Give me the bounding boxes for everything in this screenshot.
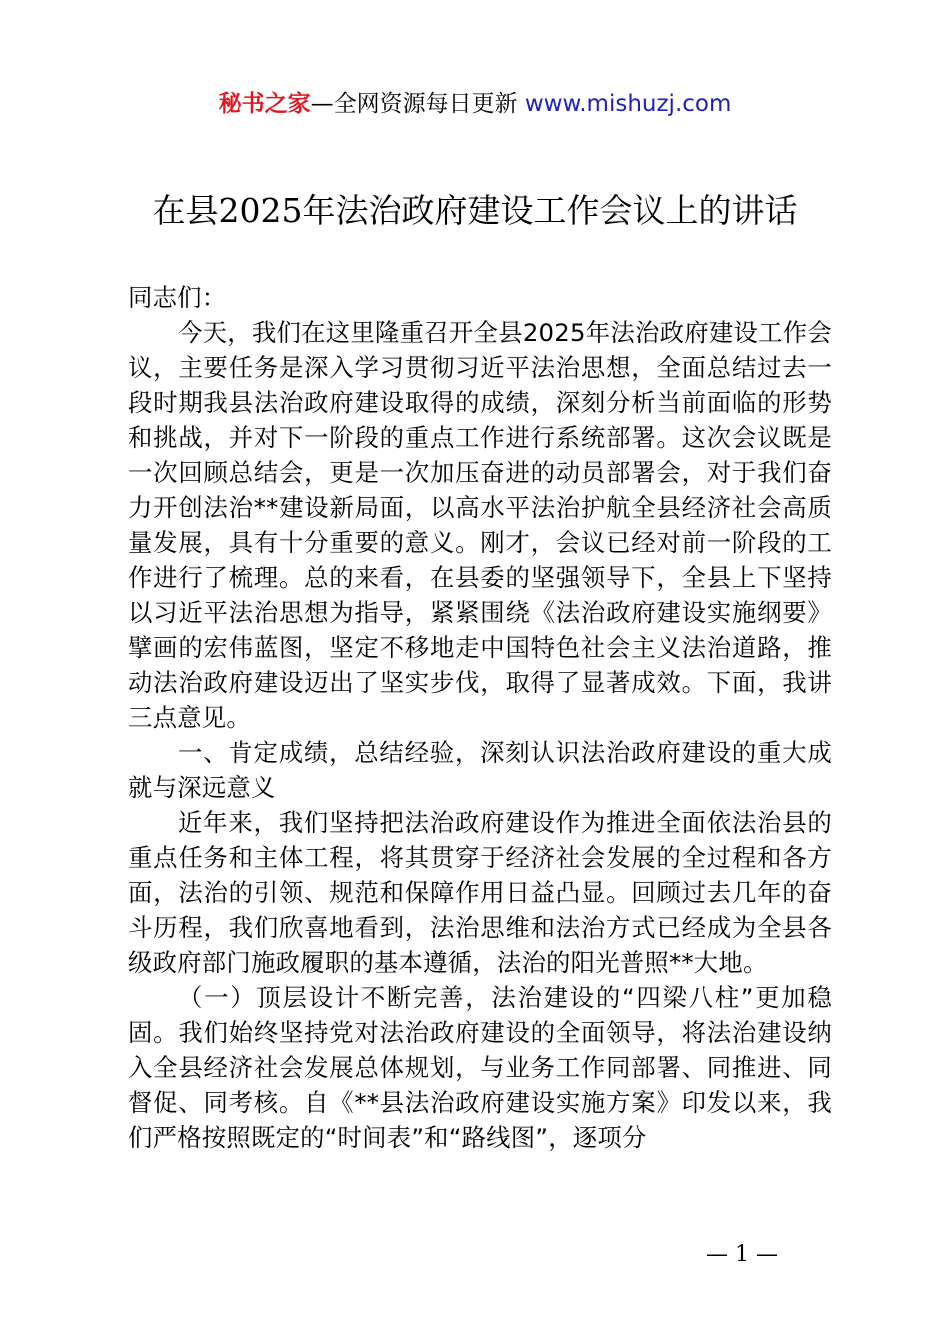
brand-name: 秘书之家 xyxy=(218,91,311,117)
section-heading-1: 一、肯定成绩，总结经验，深刻认识法治政府建设的重大成就与深远意义 xyxy=(128,738,832,802)
paragraph-achievements: 近年来，我们坚持把法治政府建设作为推进全面依法治县的重点任务和主体工程，将其贯穿于经济社会发展的全过程和各方面，法治的引领、规范和保障作用日益凸显。回顾过去几年的奋斗历程，我们欣喜地看到，法治思维和法治方式已经成为全县各级政府部门施政履职的基本遵循，法治的阳光普照**大地。 xyxy=(128,808,832,977)
brand-slogan: —全网资源每日更新 xyxy=(310,91,518,117)
salutation: 同志们： xyxy=(128,283,227,312)
site-url-link[interactable]: www.mishuzj.com xyxy=(524,91,732,117)
paragraph-intro: 今天，我们在这里隆重召开全县2025年法治政府建设工作会议，主要任务是深入学习贯彻习近平法治思想，全面总结过去一段时期我县法治政府建设取得的成绩，深刻分析当前面临的形势和挑战，并对下一阶段的重点工作进行系统部署。这次会议既是一次回顾总结会，更是一次加压奋进的动员部署会，对于我们奋力开创法治**建设新局面，以高水平法治护航全县经济社会高质量发展，具有十分重要的意义。刚才，会议已经对前一阶段的工作进行了梳理。总的来看，在县委的坚强领导下，全县上下坚持以习近平法治思想为指导，紧紧围绕《法治政府建设实施纲要》擘画的宏伟蓝图，坚定不移地走中国特色社会主义法治道路，推动法治政府建设迈出了坚实步伐，取得了显著成效。下面，我讲三点意见。 xyxy=(128,318,832,732)
document-body xyxy=(128,280,832,1155)
page-title: 在县2025年法治政府建设工作会议上的讲话 xyxy=(152,191,798,230)
paragraph-subsection-1: （一）顶层设计不断完善，法治建设的“四梁八柱”更加稳固。我们始终坚持党对法治政府建设的全面领导，将法治建设纳入全县经济社会发展总体规划，与业务工作同部署、同推进、同督促、同考核。自《**县法治政府建设实施方案》印发以来，我们严格按照既定的“时间表”和“路线图”，逐项分 xyxy=(128,983,832,1152)
page-number: — 1 — xyxy=(706,1242,778,1267)
site-banner xyxy=(0,88,950,120)
